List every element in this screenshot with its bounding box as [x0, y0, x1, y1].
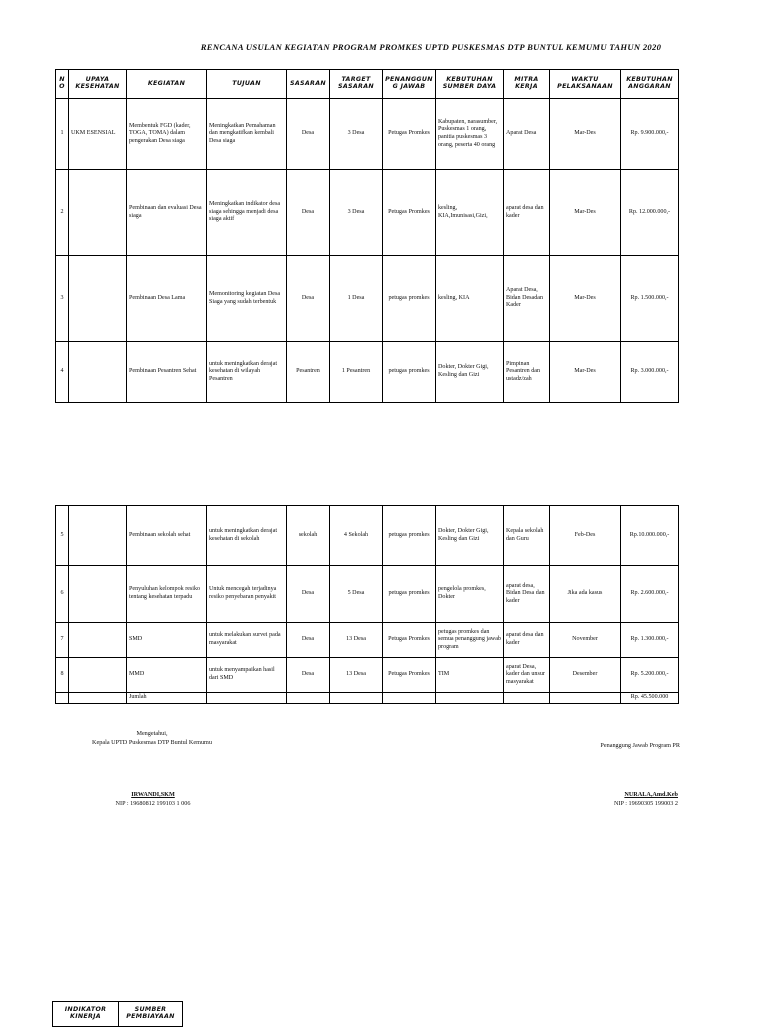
cell-kebutuhan: Dokter, Dokter Gigi, Kesling dan Gizi — [436, 506, 504, 566]
header-tujuan: TUJUAN — [207, 70, 287, 99]
cell-upaya — [69, 506, 127, 566]
cell-sasaran: Desa — [287, 658, 330, 693]
cell-upaya — [69, 256, 127, 342]
cell-upaya: UKM ESENSIAL — [69, 99, 127, 170]
cell-kegiatan: MMD — [127, 658, 207, 693]
left-jabatan: Kepala UPTD Puskesmas DTP Buntul Kemumu — [92, 738, 212, 746]
cell-kebutuhan: Kabupaten, narasumber, Puskesmas 1 orang, panitia puskesmas 3 orang, peserta 40 orang — [436, 99, 504, 170]
cell-tujuan: untuk menyampaikan hasil dari SMD — [207, 658, 287, 693]
table-row — [56, 170, 679, 256]
cell-target: 5 Desa — [330, 566, 383, 623]
cell-kegiatan: Pembinaan Desa Lama — [127, 256, 207, 342]
cell-kegiatan: Pembinaan sekolah sehat — [127, 506, 207, 566]
table-row — [56, 566, 679, 623]
cell-waktu: Mar-Des — [550, 256, 621, 342]
cell-sasaran: Pesantren — [287, 342, 330, 403]
cell-mitra: Kepala sekolah dan Guru — [504, 506, 550, 566]
cell-kebutuhan: TIM — [436, 658, 504, 693]
cell-tujuan: untuk meningkatkan derajat kesehatan di wilayah Pesantren — [207, 342, 287, 403]
cell-mitra: Aparat Desa, Bidan Desadan Kader — [504, 256, 550, 342]
header-penanggung: PENANGGUNG JAWAB — [383, 70, 436, 99]
table-row — [56, 623, 679, 658]
cell-kegiatan: Penyuluhan kelompok resiko tentang kesehatan terpadu — [127, 566, 207, 623]
cell-penanggung: petugas promkes — [383, 256, 436, 342]
cell-no: 4 — [56, 342, 69, 403]
cell-mitra: aparat desa dan kader — [504, 170, 550, 256]
cell-waktu: Desember — [550, 658, 621, 693]
cell-kebutuhan: kesling, KIA — [436, 256, 504, 342]
cell-penanggung: petugas promkes — [383, 566, 436, 623]
cell-anggaran: Rp. 2.600.000,- — [621, 566, 679, 623]
cell-kegiatan: Membentuk FGD (kader, TOGA, TOMA) dalam pengerakan Desa siaga — [127, 99, 207, 170]
cell-penanggung: petugas promkes — [383, 506, 436, 566]
cell-sasaran: Desa — [287, 256, 330, 342]
table-row — [56, 342, 679, 403]
cell-sasaran: sekolah — [287, 506, 330, 566]
cell-kegiatan: Pembinaan dan evaluasi Desa siaga — [127, 170, 207, 256]
cell-kebutuhan: Dokter, Dokter Gigi, Kesling dan Gizi — [436, 342, 504, 403]
cell-anggaran: Rp.10.000.000,- — [621, 506, 679, 566]
cell-upaya — [69, 342, 127, 403]
jumlah-label: Jumlah — [127, 693, 207, 704]
cell-tujuan: Untuk mencegah terjadinya resiko penyebaran penyakit — [207, 566, 287, 623]
cell-anggaran: Rp. 12.000.000,- — [621, 170, 679, 256]
jumlah-row — [56, 693, 679, 704]
document-title: RENCANA USULAN KEGIATAN PROGRAM PROMKES UPTD PUSKESMAS DTP BUNTUL KEMUMU TAHUN 2020 — [200, 42, 662, 52]
header-sumber: SUMBER PEMBIAYAAN — [119, 1002, 183, 1027]
header-waktu: WAKTU PELAKSANAAN — [550, 70, 621, 99]
cell-kebutuhan: petugas promkes dan semua penanggung jawab program — [436, 623, 504, 658]
cell-no: 1 — [56, 99, 69, 170]
cell-kegiatan: SMD — [127, 623, 207, 658]
signature-left-name — [88, 791, 218, 809]
cell-tujuan: Memonitoring kegiatan Desa Siaga yang sudah terbentuk — [207, 256, 287, 342]
cell-kebutuhan: pengelola promkes, Dokter — [436, 566, 504, 623]
left-name: IRWANDI,SKM — [131, 791, 175, 798]
cell-no: 6 — [56, 566, 69, 623]
signature-right-name — [560, 791, 678, 809]
header-no: NO — [56, 70, 69, 99]
table-row — [56, 256, 679, 342]
header-mitra: MITRA KERJA — [504, 70, 550, 99]
table-row — [56, 99, 679, 170]
header-upaya: UPAYA KESEHATAN — [69, 70, 127, 99]
cell-mitra: aparat desa, Bidan Desa dan kader — [504, 566, 550, 623]
right-nip: NIP : 19690305 199003 2 — [613, 799, 678, 807]
table-row — [56, 506, 679, 566]
cell-anggaran: Rp. 9.900.000,- — [621, 99, 679, 170]
cell-waktu: November — [550, 623, 621, 658]
cell-upaya — [69, 623, 127, 658]
cell-sasaran: Desa — [287, 623, 330, 658]
cell-waktu: Jika ada kasus — [550, 566, 621, 623]
cell-upaya — [69, 658, 127, 693]
cell-target: 1 Desa — [330, 256, 383, 342]
cell-penanggung: petugas promkes — [383, 342, 436, 403]
cell-penanggung: Petugas Promkes — [383, 623, 436, 658]
cell-waktu: Mar-Des — [550, 342, 621, 403]
cell-penanggung: Petugas Promkes — [383, 658, 436, 693]
jumlah-total: Rp. 45.500.000 — [621, 693, 679, 704]
cell-sasaran: Desa — [287, 170, 330, 256]
cell-penanggung: Petugas Promkes — [383, 170, 436, 256]
cell-no: 2 — [56, 170, 69, 256]
cell-tujuan: Meningkatkan Pemahaman dan mengkatifkan kembali Desa siaga — [207, 99, 287, 170]
table-row — [56, 658, 679, 693]
cell-tujuan: untuk meningkatkan derajat kesehatan di sekolah — [207, 506, 287, 566]
signature-right — [560, 742, 680, 751]
cell-tujuan: untuk melakukan survei pada masyarakat — [207, 623, 287, 658]
table-header-row — [56, 70, 679, 99]
cell-anggaran: Rp. 1.300.000,- — [621, 623, 679, 658]
cell-anggaran: Rp. 3.000.000,- — [621, 342, 679, 403]
cell-target: 13 Desa — [330, 658, 383, 693]
header-kegiatan: KEGIATAN — [127, 70, 207, 99]
cell-waktu: Mar-Des — [550, 99, 621, 170]
cell-upaya — [69, 566, 127, 623]
cell-no: 7 — [56, 623, 69, 658]
cell-anggaran: Rp. 1.500.000,- — [621, 256, 679, 342]
header-anggaran: KEBUTUHAN ANGGARAN — [621, 70, 679, 99]
cell-waktu: Mar-Des — [550, 170, 621, 256]
cell-penanggung: Petugas Promkes — [383, 99, 436, 170]
cell-no: 8 — [56, 658, 69, 693]
header-target: TARGET SASARAN — [330, 70, 383, 99]
header-sasaran: SASARAN — [287, 70, 330, 99]
cell-no: 3 — [56, 256, 69, 342]
right-jabatan: Penanggung Jawab Program PR — [600, 742, 680, 749]
cell-upaya — [69, 170, 127, 256]
cell-target: 1 Pesantren — [330, 342, 383, 403]
signature-left — [82, 730, 222, 748]
cell-sasaran: Desa — [287, 99, 330, 170]
cell-target: 4 Sekolah — [330, 506, 383, 566]
cell-mitra: aparat desa dan kader — [504, 623, 550, 658]
cell-target: 3 Desa — [330, 99, 383, 170]
header-indikator: INDIKATOR KINERJA — [53, 1002, 119, 1027]
cell-tujuan: Meningkatkan indikator desa siaga sehingga menjadi desa siaga aktif — [207, 170, 287, 256]
cell-kegiatan: Pembinaan Pesantren Sehat — [127, 342, 207, 403]
cell-mitra: aparat Desa, kader dan unsur masyarakat — [504, 658, 550, 693]
cell-mitra: Pimpinan Pesantren dan ustadz/zah — [504, 342, 550, 403]
plan-table-part-1 — [55, 69, 679, 403]
cell-no: 5 — [56, 506, 69, 566]
cell-kebutuhan: kesling, KIA,Imunisasi,Gizi, — [436, 170, 504, 256]
plan-table-part-2 — [55, 505, 679, 704]
cell-target: 13 Desa — [330, 623, 383, 658]
bottom-header-table — [52, 1001, 183, 1027]
cell-waktu: Feb-Des — [550, 506, 621, 566]
left-nip: NIP : 19680812 199103 1 006 — [115, 799, 191, 807]
right-name: NURALA,Amd.Keb — [624, 791, 678, 798]
header-kebutuhan-sd: KEBUTUHAN SUMBER DAYA — [436, 70, 504, 99]
mengetahui-text: Mengetahui, — [136, 730, 168, 737]
cell-target: 3 Desa — [330, 170, 383, 256]
cell-anggaran: Rp. 5.200.000,- — [621, 658, 679, 693]
cell-sasaran: Desa — [287, 566, 330, 623]
cell-mitra: Aparat Desa — [504, 99, 550, 170]
